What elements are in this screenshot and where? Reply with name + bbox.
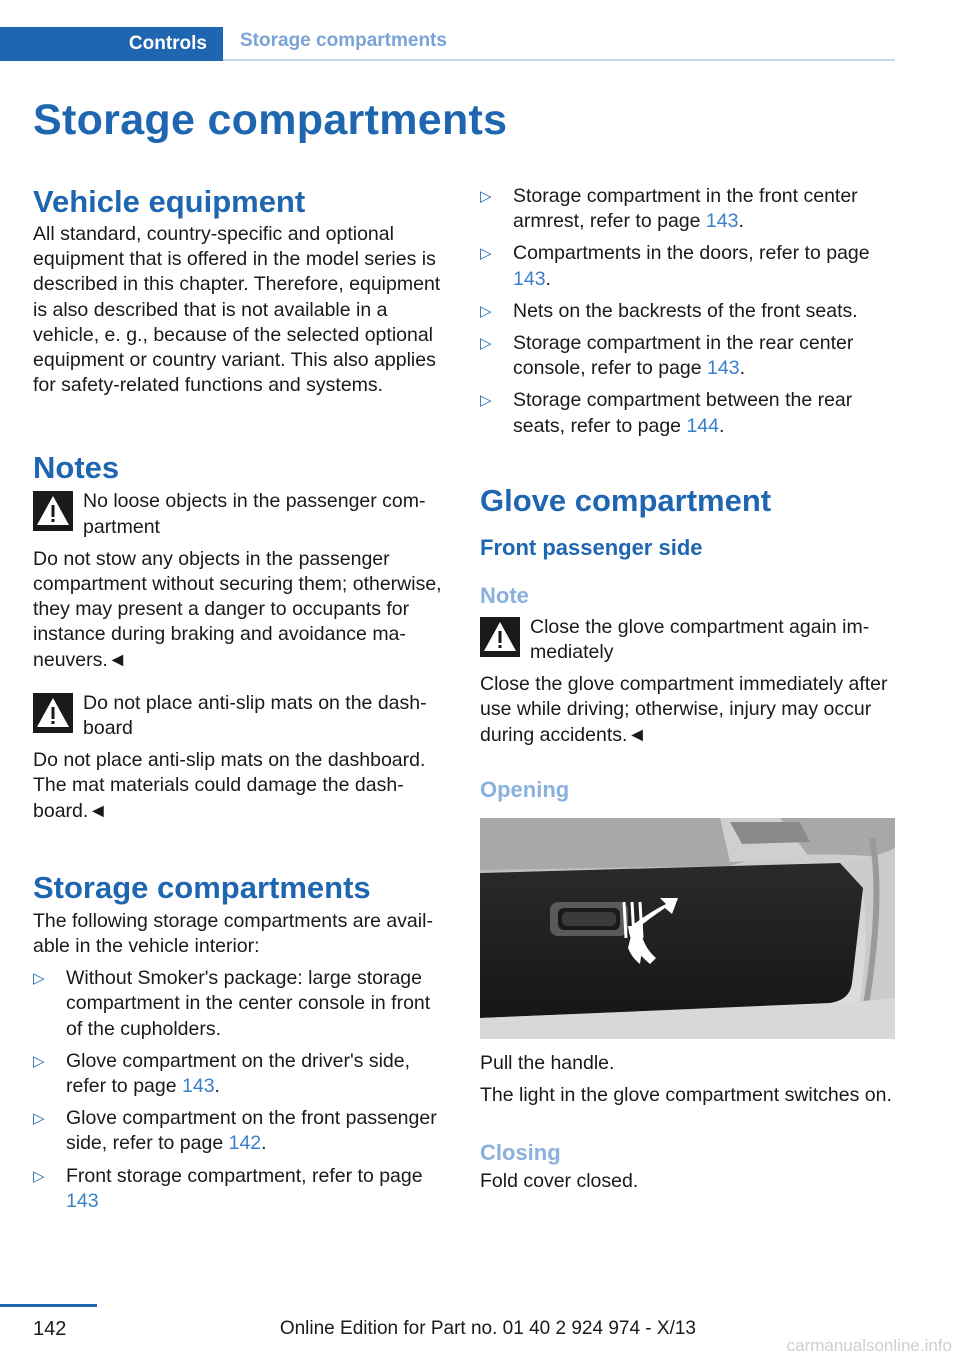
list-item — [480, 299, 895, 324]
glove-heading: Glove compartment — [480, 482, 772, 518]
list-item-suffix: . — [739, 357, 746, 380]
bullet-triangle-icon: ▷ — [33, 970, 45, 988]
list-item — [33, 1106, 448, 1156]
left-column — [33, 182, 448, 1221]
warning-title: Do not place anti-slip mats on the dashboard — [83, 691, 427, 740]
right-column — [480, 184, 895, 1194]
list-item — [480, 184, 895, 234]
opening-step-pull: Pull the handle. — [480, 1051, 615, 1074]
footer-divider — [0, 1304, 97, 1307]
list-item-text — [513, 331, 895, 381]
list-item-suffix: . — [718, 414, 725, 437]
warning-triangle-icon — [480, 617, 520, 657]
page-reference-link[interactable]: 143 — [705, 210, 739, 233]
list-item-text — [66, 1049, 448, 1099]
list-item-text — [66, 1106, 448, 1156]
page-reference-link[interactable]: 142 — [228, 1132, 262, 1155]
vehicle-equipment-heading: Vehicle equipment — [33, 184, 306, 219]
list-item-text — [513, 299, 858, 324]
list-item-suffix: . — [214, 1075, 220, 1098]
list-item-text — [513, 241, 895, 291]
warning-triangle-icon — [33, 491, 73, 531]
storage-intro: The following storage compartments are available in the vehicle interior: — [33, 909, 433, 958]
list-item-body: Glove compartment on the front passenger side, refer to page — [66, 1107, 437, 1155]
warning-text: Do not stow any objects in the passenger compartment without securing them; otherwise, they may present a danger to occupants for instance during braking and avoidance maneuvers.◄ — [33, 547, 442, 671]
page-reference-link[interactable]: 143 — [707, 357, 740, 380]
list-item-body: Storage compartment in the front center armrest, refer to page — [513, 185, 858, 233]
list-item-suffix: . — [261, 1132, 267, 1155]
glove-compartment-photo — [480, 818, 895, 1039]
warning-triangle-icon — [33, 693, 73, 733]
list-item-body: Nets on the backrests of the front seats. — [513, 299, 858, 322]
list-item — [480, 331, 895, 381]
header-subsection: Storage compartments — [240, 30, 447, 51]
warning-title: Close the glove compartment again immediately — [530, 615, 870, 664]
header-section-tab — [0, 27, 223, 61]
list-item-body: Glove compartment on the driver's side, refer to page — [66, 1049, 411, 1098]
list-item — [480, 241, 895, 291]
page-reference-link[interactable]: 144 — [686, 414, 719, 437]
list-item-suffix: . — [545, 267, 551, 290]
list-item-text — [66, 1164, 448, 1214]
list-item-suffix: . — [738, 210, 744, 233]
list-item — [33, 966, 448, 1042]
vehicle-equipment-text: All standard, country-specific and optional equipment that is offered in the model series is described in this chapter. Therefore, equipment is also described that is not available in a vehicle, e. g., because of the selected optional equipment or country variant. This also applies for safety-related functions and systems. — [33, 223, 441, 397]
page-reference-link[interactable]: 143 — [513, 267, 546, 290]
bullet-triangle-icon: ▷ — [480, 335, 492, 353]
bullet-triangle-icon: ▷ — [33, 1167, 45, 1185]
list-item-body: Storage compartment in the rear center console, refer to page — [513, 332, 854, 380]
list-item-text — [66, 966, 448, 1042]
page-reference-link[interactable]: 143 — [66, 1189, 99, 1212]
storage-heading: Storage compartments — [33, 869, 371, 905]
note-heading: Note — [480, 582, 529, 608]
notes-heading: Notes — [33, 450, 120, 486]
opening-light-text: The light in the glove compartment switches on. — [480, 1084, 892, 1107]
header-section-label: Controls — [128, 33, 207, 54]
list-item-text — [513, 184, 895, 234]
bullet-triangle-icon: ▷ — [480, 188, 492, 205]
list-item — [480, 388, 895, 438]
page-title: Storage compartments — [33, 96, 508, 144]
bullet-triangle-icon: ▷ — [480, 245, 492, 263]
bullet-triangle-icon: ▷ — [33, 1110, 45, 1128]
opening-heading: Opening — [480, 776, 570, 802]
warning-text: Close the glove compartment immediately after use while driving; otherwise, injury may occur during accidents.◄ — [480, 673, 888, 746]
storage-list-left — [33, 966, 448, 1214]
warning-title: No loose objects in the passenger compartment — [83, 490, 426, 538]
list-item-text — [513, 388, 895, 438]
front-passenger-heading: Front passenger side — [480, 534, 703, 560]
warning-anti-slip — [33, 691, 448, 741]
page-number: 142 — [33, 1318, 67, 1340]
storage-list-right — [480, 184, 895, 439]
list-item-body: Without Smoker's package: large storage compartment in the center console in front of the cupholders. — [66, 967, 431, 1040]
warning-text: Do not place anti-slip mats on the dashboard. The mat materials could damage the dashboard.◄ — [33, 749, 426, 822]
warning-loose-objects — [33, 489, 448, 539]
list-item-body: Storage compartment between the rear seats, refer to page — [513, 389, 853, 437]
list-item-body: Front storage compartment, refer to page — [66, 1164, 423, 1187]
bullet-triangle-icon: ▷ — [33, 1052, 45, 1070]
list-item — [33, 1049, 448, 1099]
list-item — [33, 1164, 448, 1214]
closing-text: Fold cover closed. — [480, 1170, 639, 1193]
bullet-triangle-icon: ▷ — [480, 302, 492, 320]
page-reference-link[interactable]: 143 — [182, 1075, 215, 1098]
header-divider — [223, 59, 895, 61]
list-item-body: Compartments in the doors, refer to page — [513, 242, 870, 265]
closing-heading: Closing — [480, 1140, 561, 1166]
warning-glove-close — [480, 615, 895, 665]
edition-text: Online Edition for Part no. 01 40 2 924 974 - X/13 — [279, 1318, 696, 1339]
bullet-triangle-icon: ▷ — [480, 392, 492, 410]
watermark: carmanualsonline.info — [786, 1336, 952, 1355]
